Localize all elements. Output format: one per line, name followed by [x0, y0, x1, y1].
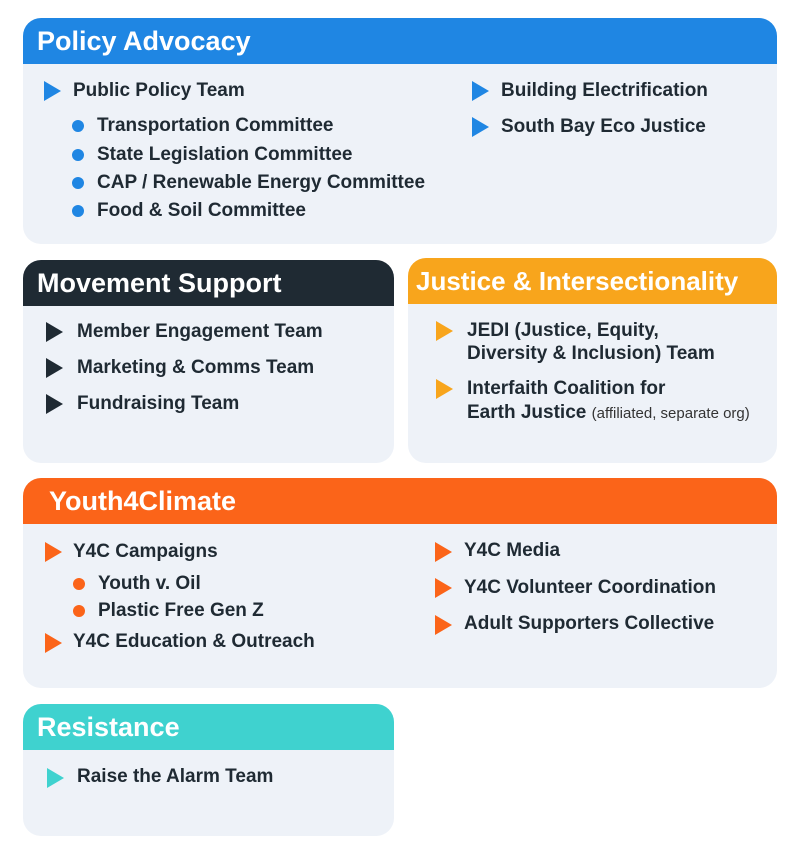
- y4c-volunteer-coordination: Y4C Volunteer Coordination: [464, 577, 716, 598]
- youth-v-oil: Youth v. Oil: [98, 573, 201, 594]
- marketing-comms-team: Marketing & Comms Team: [77, 357, 315, 378]
- state-legislation-committee: State Legislation Committee: [97, 144, 353, 165]
- triangle-bullet-icon: [46, 322, 63, 342]
- dot-bullet-icon: [73, 578, 85, 590]
- justice-intersectionality-header: Justice & Intersectionality: [408, 258, 777, 304]
- dot-bullet-icon: [72, 149, 84, 161]
- dot-bullet-icon: [72, 205, 84, 217]
- dot-bullet-icon: [72, 120, 84, 132]
- transportation-committee: Transportation Committee: [97, 115, 334, 136]
- interfaith-coalition-line1: Interfaith Coalition for: [467, 378, 666, 399]
- food-soil-committee: Food & Soil Committee: [97, 200, 306, 221]
- triangle-bullet-icon: [46, 394, 63, 414]
- cap-renewable-energy-committee: CAP / Renewable Energy Committee: [97, 172, 426, 193]
- movement-support-header: Movement Support: [23, 260, 394, 306]
- triangle-bullet-icon: [472, 81, 489, 101]
- jedi-team-line1: JEDI (Justice, Equity,: [467, 320, 659, 341]
- triangle-bullet-icon: [47, 768, 64, 788]
- triangle-bullet-icon: [44, 81, 61, 101]
- y4c-campaigns: Y4C Campaigns: [73, 541, 218, 562]
- triangle-bullet-icon: [45, 542, 62, 562]
- earth-justice-label: Earth Justice: [467, 402, 587, 423]
- member-engagement-team: Member Engagement Team: [77, 321, 323, 342]
- interfaith-coalition-line2: [467, 401, 750, 426]
- dot-bullet-icon: [72, 177, 84, 189]
- affiliated-note: (affiliated, separate org): [591, 405, 750, 422]
- triangle-bullet-icon: [436, 321, 453, 341]
- triangle-bullet-icon: [435, 578, 452, 598]
- fundraising-team: Fundraising Team: [77, 393, 240, 414]
- triangle-bullet-icon: [45, 633, 62, 653]
- triangle-bullet-icon: [436, 379, 453, 399]
- resistance-header: Resistance: [23, 704, 394, 750]
- y4c-education-outreach: Y4C Education & Outreach: [73, 631, 315, 652]
- triangle-bullet-icon: [435, 615, 452, 635]
- adult-supporters-collective: Adult Supporters Collective: [464, 613, 715, 634]
- youth4climate-header: Youth4Climate: [23, 478, 777, 524]
- public-policy-team: Public Policy Team: [73, 80, 245, 101]
- south-bay-eco-justice: South Bay Eco Justice: [501, 116, 706, 137]
- jedi-team-line2: Diversity & Inclusion) Team: [467, 343, 715, 364]
- dot-bullet-icon: [73, 605, 85, 617]
- policy-advocacy-header: Policy Advocacy: [23, 18, 777, 64]
- triangle-bullet-icon: [435, 542, 452, 562]
- building-electrification: Building Electrification: [501, 80, 708, 101]
- triangle-bullet-icon: [46, 358, 63, 378]
- triangle-bullet-icon: [472, 117, 489, 137]
- plastic-free-gen-z: Plastic Free Gen Z: [98, 600, 264, 621]
- raise-the-alarm-team: Raise the Alarm Team: [77, 766, 274, 787]
- y4c-media: Y4C Media: [464, 540, 561, 561]
